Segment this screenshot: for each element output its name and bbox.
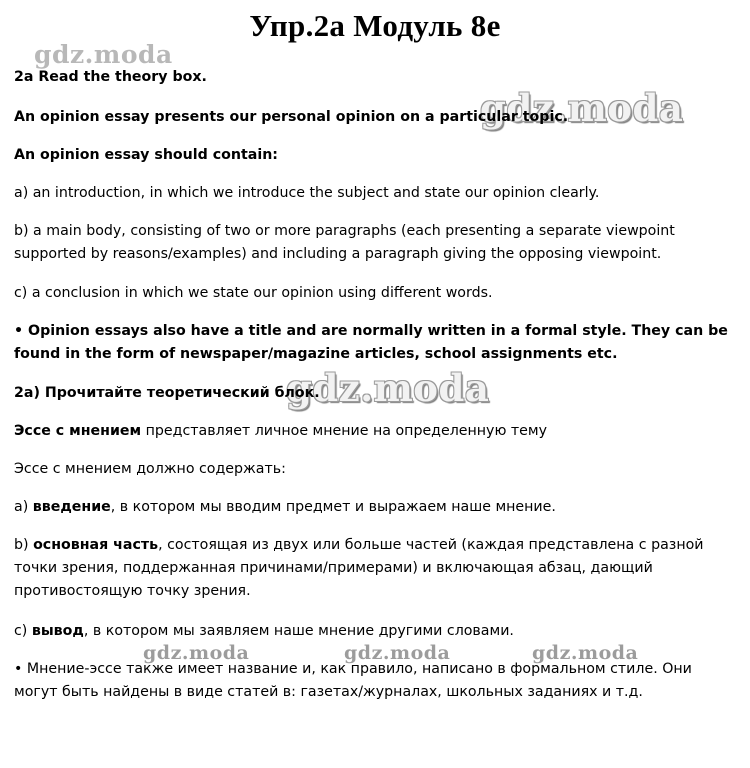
russian-item-a xyxy=(14,496,739,519)
page-title: Упр.2а Модуль 8е xyxy=(249,8,501,43)
russian-item-b xyxy=(14,534,739,603)
english-item-a: a) an introduction, in which we introduce the subject and state our opinion clearly. xyxy=(14,185,600,201)
watermark: gdz.moda xyxy=(532,642,639,664)
watermark: gdz.moda xyxy=(480,86,684,130)
watermark: gdz.moda xyxy=(34,40,173,69)
russian-item-a-prefix: а) xyxy=(14,499,33,515)
russian-item-b-text: , состоящая из двух или больше частей (каждая представлена с разной точки зрения, поддержанная причинами/примерами) и включающая абзац, дающий противостоящую точку зрения. xyxy=(14,537,704,599)
russian-heading: 2а) Прочитайте теоретический блок. xyxy=(14,385,320,401)
russian-bullet: • Мнение-эссе также имеет название и, как правило, написано в формальном стиле. Они могут быть найдены в виде статей в: газетах/журналах, школьных заданиях и т.д. xyxy=(14,661,692,700)
english-item-c: c) a conclusion in which we state our opinion using different words. xyxy=(14,285,493,301)
english-definition: An opinion essay presents our personal opinion on a particular topic. xyxy=(14,109,569,125)
russian-item-b-prefix: b) xyxy=(14,537,34,553)
russian-contain-heading: Эссе с мнением должно содержать: xyxy=(14,461,286,477)
russian-item-c-prefix: с) xyxy=(14,623,32,639)
english-bullet: • Opinion essays also have a title and are normally written in a formal style. They can be found in the form of newspaper/magazine articles, school assignments etc. xyxy=(14,323,728,362)
russian-definition xyxy=(14,420,739,443)
russian-item-c-text: , в котором мы заявляем наше мнение другими словами. xyxy=(83,623,514,639)
russian-definition-text: представляет личное мнение на определенную тему xyxy=(141,423,548,439)
english-heading: 2a Read the theory box. xyxy=(14,69,207,85)
russian-item-c xyxy=(14,620,739,643)
english-item-b: b) a main body, consisting of two or more paragraphs (each presenting a separate viewpoint supported by reasons/examples) and including a paragraph giving the opposing viewpoint. xyxy=(14,223,675,262)
russian-item-a-text: , в котором мы вводим предмет и выражаем наше мнение. xyxy=(110,499,556,515)
russian-definition-term: Эссе с мнением xyxy=(14,423,142,439)
watermark: gdz.moda xyxy=(143,642,250,664)
russian-item-c-term: вывод xyxy=(31,623,84,639)
watermark: gdz.moda xyxy=(286,366,490,410)
watermark: gdz.moda xyxy=(344,642,451,664)
russian-item-a-term: введение xyxy=(32,499,111,515)
english-contain-heading: An opinion essay should contain: xyxy=(14,147,278,163)
russian-item-b-term: основная часть xyxy=(33,537,159,553)
